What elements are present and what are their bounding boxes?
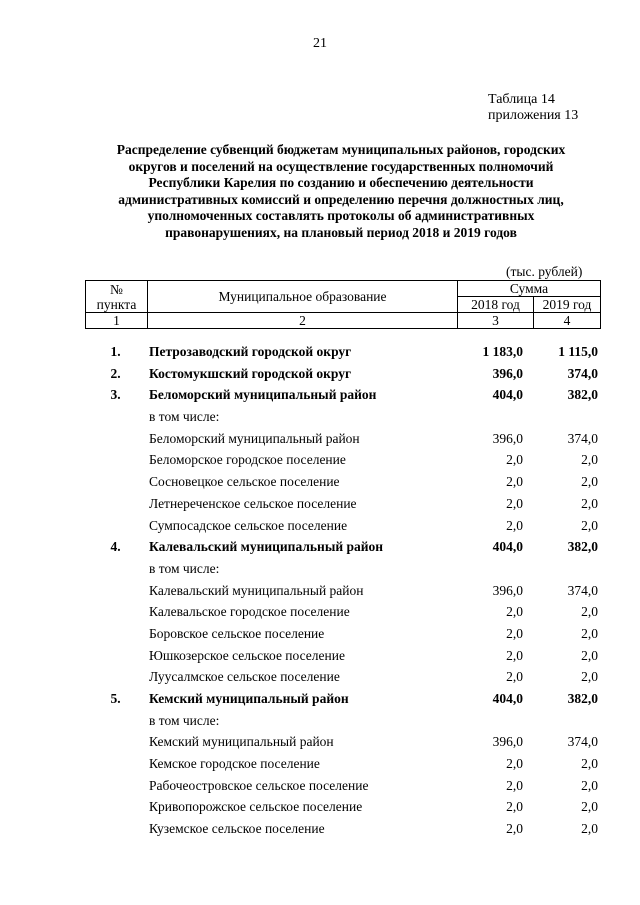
table-row <box>85 818 598 840</box>
table-row <box>85 796 598 818</box>
row-value-2018: 396,0 <box>492 734 523 750</box>
table-row <box>85 341 598 363</box>
row-name: Летнереченское сельское поселение <box>149 495 357 511</box>
table-row <box>85 406 598 428</box>
row-value-2019: 1 115,0 <box>558 344 598 359</box>
row-value-2018: 404,0 <box>492 539 523 555</box>
table-row <box>85 536 598 558</box>
row-value-2019: 374,0 <box>567 430 598 446</box>
row-value-2018: 2,0 <box>506 474 523 490</box>
row-name: Кемское городское поселение <box>149 756 320 772</box>
row-value-2019: 382,0 <box>567 691 598 706</box>
table-row <box>85 449 598 471</box>
table-row <box>85 558 598 580</box>
row-value-2018: 2,0 <box>506 625 523 641</box>
document-title <box>78 142 604 241</box>
title-line: Распределение субвенций бюджетам муниципальных районов, городских <box>116 142 566 157</box>
row-value-2018: 2,0 <box>506 799 523 815</box>
header-year-2018: 2018 год <box>458 297 534 313</box>
table-header <box>85 280 601 329</box>
row-name: в том числе: <box>149 560 220 576</box>
row-value-2019: 374,0 <box>567 365 598 381</box>
row-value-2018: 404,0 <box>492 691 523 706</box>
row-name: Юшкозерское сельское поселение <box>149 647 345 663</box>
row-name: Боровское сельское поселение <box>149 625 325 641</box>
row-value-2018: 2,0 <box>506 517 523 533</box>
header-num-line1: № <box>110 281 123 297</box>
row-value-2019: 2,0 <box>581 604 598 620</box>
row-value-2018: 2,0 <box>506 495 523 511</box>
row-value-2019: 2,0 <box>581 452 598 468</box>
row-name: Кемский муниципальный район <box>149 734 334 750</box>
title-line: округов и поселений на осуществление государственных полномочий <box>128 158 554 174</box>
table-ref-line2: приложения 13 <box>488 108 579 123</box>
row-number: 4. <box>110 539 121 555</box>
row-value-2019: 2,0 <box>581 647 598 663</box>
row-value-2018: 2,0 <box>506 669 523 685</box>
header-sum: Сумма <box>458 281 601 297</box>
table-row <box>85 515 598 537</box>
row-name: Сосновецкое сельское поселение <box>149 474 340 490</box>
table-body <box>85 341 598 840</box>
table-row <box>85 688 598 710</box>
table-row <box>85 493 598 515</box>
row-number: 3. <box>110 387 121 403</box>
title-line: Республики Карелия по созданию и обеспечению деятельности <box>148 175 534 190</box>
row-value-2018: 2,0 <box>506 777 523 793</box>
row-value-2019: 2,0 <box>581 495 598 511</box>
row-value-2018: 396,0 <box>492 582 523 598</box>
table-row <box>85 580 598 602</box>
row-value-2019: 2,0 <box>581 669 598 685</box>
row-number: 1. <box>110 344 121 359</box>
table-row <box>85 775 598 797</box>
page-number: 21 <box>313 36 327 51</box>
title-line: правонарушениях, на плановый период 2018 и 2019 годов <box>165 224 517 240</box>
table-reference <box>488 92 578 124</box>
row-value-2019: 374,0 <box>567 582 598 598</box>
row-number: 2. <box>110 365 121 381</box>
table-row <box>85 645 598 667</box>
header-municipality: Муниципальное образование <box>148 281 458 313</box>
table-row <box>85 428 598 450</box>
units-label: (тыс. рублей) <box>506 264 583 279</box>
row-name: Луусалмское сельское поселение <box>149 669 340 685</box>
row-name: Кемский муниципальный район <box>149 691 349 706</box>
row-name: Калевальский муниципальный район <box>149 582 364 598</box>
row-name: Калевальский муниципальный район <box>149 539 384 555</box>
title-line: административных комиссий и определению перечня должностных лиц, <box>118 191 564 207</box>
row-value-2019: 374,0 <box>567 734 598 750</box>
column-number-1: 1 <box>86 313 148 329</box>
row-value-2019: 2,0 <box>581 474 598 490</box>
header-year-2019: 2019 год <box>534 297 601 313</box>
row-value-2018: 404,0 <box>492 387 523 403</box>
header-num <box>86 281 148 313</box>
header-num-line2: пункта <box>96 296 137 312</box>
row-value-2019: 382,0 <box>567 539 598 555</box>
row-value-2018: 1 183,0 <box>482 344 523 359</box>
title-line: уполномоченных составлять протоколы об административных <box>147 208 535 223</box>
table-row <box>85 753 598 775</box>
table-ref-line1: Таблица 14 <box>488 92 555 107</box>
table-row <box>85 731 598 753</box>
row-name: Беломорский муниципальный район <box>149 387 377 403</box>
row-value-2019: 2,0 <box>581 777 598 793</box>
row-name: в том числе: <box>149 712 220 728</box>
column-number-2: 2 <box>148 313 458 329</box>
table-row <box>85 601 598 623</box>
row-value-2018: 2,0 <box>506 756 523 772</box>
table-row <box>85 363 598 385</box>
table-row <box>85 384 598 406</box>
row-value-2018: 2,0 <box>506 452 523 468</box>
table-row <box>85 471 598 493</box>
row-name: Костомукшский городской округ <box>149 365 352 381</box>
row-value-2018: 396,0 <box>492 430 523 446</box>
row-name: Рабочеостровское сельское поселение <box>149 777 369 793</box>
row-value-2019: 2,0 <box>581 799 598 815</box>
row-name: Куземское сельское поселение <box>149 821 325 837</box>
row-name: Калевальское городское поселение <box>149 604 350 620</box>
row-value-2018: 2,0 <box>506 647 523 663</box>
row-value-2019: 2,0 <box>581 517 598 533</box>
row-value-2018: 2,0 <box>506 821 523 837</box>
table-row <box>85 710 598 732</box>
row-name: Кривопорожское сельское поселение <box>149 799 363 815</box>
column-number-3: 3 <box>458 313 534 329</box>
row-name: Беломорский муниципальный район <box>149 430 360 446</box>
row-value-2019: 382,0 <box>567 387 598 403</box>
row-value-2019: 2,0 <box>581 756 598 772</box>
row-value-2018: 2,0 <box>506 604 523 620</box>
row-number: 5. <box>110 691 121 706</box>
row-name: в том числе: <box>149 409 220 425</box>
row-name: Сумпосадское сельское поселение <box>149 517 348 533</box>
row-value-2019: 2,0 <box>581 625 598 641</box>
row-value-2018: 396,0 <box>492 365 523 381</box>
row-value-2019: 2,0 <box>581 821 598 837</box>
table-row <box>85 666 598 688</box>
table-row <box>85 623 598 645</box>
row-name: Петрозаводский городской округ <box>149 344 352 359</box>
column-number-4: 4 <box>534 313 601 329</box>
row-name: Беломорское городское поселение <box>149 452 346 468</box>
